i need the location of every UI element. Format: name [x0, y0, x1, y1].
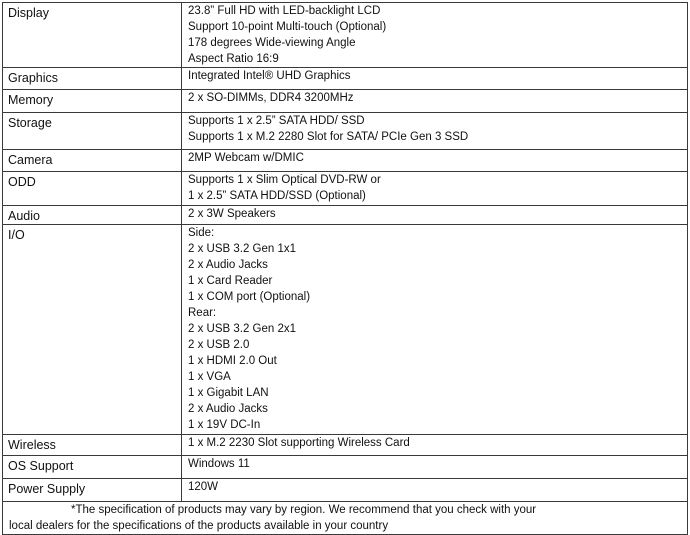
- spec-value-line: 2 x Audio Jacks: [188, 403, 268, 415]
- spec-value-line: 2 x USB 3.2 Gen 2x1: [188, 323, 297, 335]
- spec-value: [182, 90, 688, 113]
- spec-label: Graphics: [3, 68, 182, 90]
- spec-value-line: Supports 1 x M.2 2280 Slot for SATA/ PCIe Gen 3 SSD: [188, 131, 469, 143]
- spec-table-body: [3, 3, 688, 502]
- spec-row: [3, 435, 688, 456]
- spec-value-line: 1 x HDMI 2.0 Out: [188, 355, 277, 367]
- spec-label: Wireless: [3, 435, 182, 456]
- spec-value: [182, 68, 688, 90]
- spec-value: [182, 479, 688, 502]
- footnote-line-1: *The specification of products may vary by region. We recommend that you check with your: [71, 504, 537, 516]
- spec-value-line: Integrated Intel® UHD Graphics: [188, 70, 351, 82]
- spec-value: [182, 456, 688, 479]
- spec-row: [3, 113, 688, 150]
- spec-row: [3, 206, 688, 225]
- spec-value-line: 2MP Webcam w/DMIC: [188, 152, 304, 164]
- spec-value-line: 2 x Audio Jacks: [188, 259, 268, 271]
- spec-value: [182, 225, 688, 435]
- spec-value-line: 1 x M.2 2230 Slot supporting Wireless Card: [188, 437, 410, 449]
- spec-value-line: 120W: [188, 481, 219, 493]
- spec-value: [182, 3, 688, 68]
- spec-row: [3, 150, 688, 172]
- spec-value: [182, 206, 688, 225]
- spec-row: [3, 90, 688, 113]
- spec-row: [3, 172, 688, 206]
- spec-value-line: 178 degrees Wide-viewing Angle: [188, 37, 356, 49]
- spec-label: I/O: [3, 225, 182, 435]
- spec-value: [182, 172, 688, 206]
- spec-row: [3, 479, 688, 502]
- footnote-row: [3, 502, 688, 535]
- spec-value: [182, 150, 688, 172]
- spec-label: Camera: [3, 150, 182, 172]
- spec-row: [3, 456, 688, 479]
- spec-row: [3, 68, 688, 90]
- spec-row: [3, 225, 688, 435]
- spec-value-line: Supports 1 x 2.5” SATA HDD/ SSD: [188, 115, 365, 127]
- spec-table: [2, 2, 688, 535]
- spec-value-line: 1 x 19V DC-In: [188, 419, 261, 431]
- spec-value-line: 1 x Gigabit LAN: [188, 387, 269, 399]
- spec-value: [182, 435, 688, 456]
- spec-value-line: 1 x VGA: [188, 371, 231, 383]
- spec-value-line: Support 10-point Multi-touch (Optional): [188, 21, 387, 33]
- spec-value-line: 23.8” Full HD with LED-backlight LCD: [188, 5, 381, 17]
- spec-label: Power Supply: [3, 479, 182, 502]
- spec-value-line: 2 x 3W Speakers: [188, 208, 276, 220]
- spec-row: [3, 3, 688, 68]
- spec-label: Memory: [3, 90, 182, 113]
- spec-value: [182, 113, 688, 150]
- footnote-cell: [3, 502, 688, 535]
- spec-value-line: 2 x SO-DIMMs, DDR4 3200MHz: [188, 92, 354, 104]
- spec-value-line: Side:: [188, 227, 215, 239]
- spec-value-line: Aspect Ratio 16:9: [188, 53, 279, 65]
- spec-label: Display: [3, 3, 182, 68]
- spec-label: Storage: [3, 113, 182, 150]
- spec-value-line: Supports 1 x Slim Optical DVD-RW or: [188, 174, 381, 186]
- spec-value-line: Rear:: [188, 307, 217, 319]
- spec-value-line: 2 x USB 3.2 Gen 1x1: [188, 243, 297, 255]
- spec-label: OS Support: [3, 456, 182, 479]
- spec-label: Audio: [3, 206, 182, 225]
- footnote-line-2: local dealers for the specifications of the products available in your country: [9, 520, 389, 532]
- spec-value-line: 1 x Card Reader: [188, 275, 273, 287]
- spec-value-line: Windows 11: [188, 458, 250, 470]
- spec-label: ODD: [3, 172, 182, 206]
- spec-value-line: 2 x USB 2.0: [188, 339, 250, 351]
- spec-value-line: 1 x COM port (Optional): [188, 291, 311, 303]
- spec-value-line: 1 x 2.5” SATA HDD/SSD (Optional): [188, 190, 366, 202]
